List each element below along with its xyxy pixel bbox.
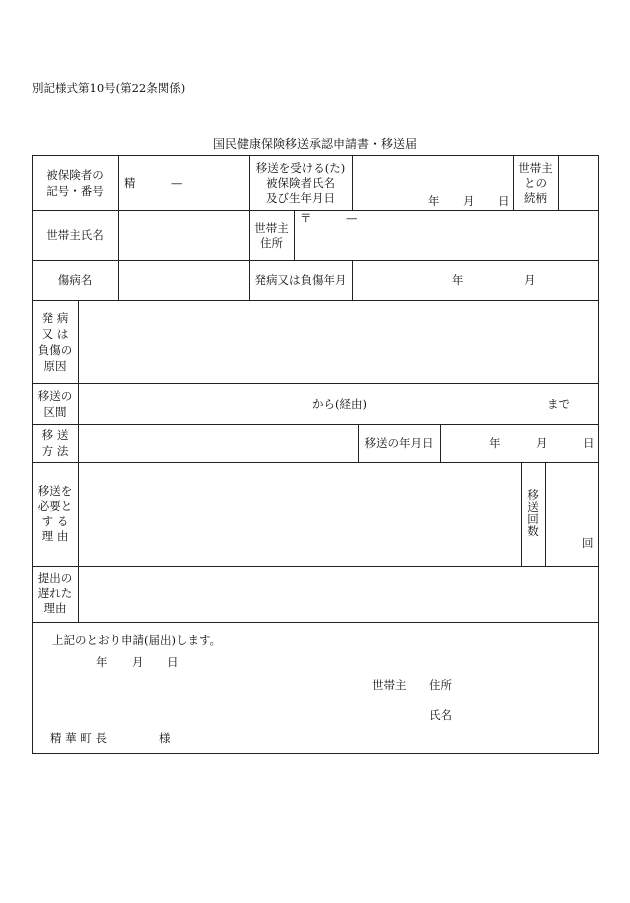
- count-label-char4: 数: [527, 524, 539, 538]
- col-divider: [545, 462, 546, 566]
- insured-label-line2: 記号・番号: [46, 184, 104, 198]
- person-label-line2: 被保険者氏名: [266, 176, 335, 190]
- postal-dash: —: [346, 211, 358, 225]
- row-divider: [32, 383, 599, 384]
- section-to-text: まで: [547, 397, 570, 411]
- col-divider: [294, 210, 295, 260]
- late-label-line3: 理由: [43, 601, 67, 615]
- cause-label-line2: 又 は: [41, 327, 69, 341]
- method-label-line1: 移 送: [41, 428, 69, 442]
- disease-name-label: 傷病名: [57, 273, 93, 287]
- addressee-text: 精 華 町 長: [50, 731, 107, 745]
- transfer-year-label: 年: [489, 436, 501, 450]
- transfer-month-label: 月: [536, 436, 548, 450]
- count-unit: 回: [582, 536, 594, 550]
- head-name-label: 世帯主氏名: [46, 228, 104, 242]
- transfer-date-label: 移送の年月日: [364, 436, 434, 450]
- col-divider: [352, 260, 353, 300]
- cause-label-line1: 発 病: [41, 311, 69, 325]
- postal-mark: 〒: [300, 211, 312, 225]
- head-of-household-label: 世帯主: [372, 678, 407, 692]
- head-address-label-line1: 世帯主: [254, 221, 289, 235]
- row-divider: [32, 424, 599, 425]
- col-divider: [78, 300, 79, 622]
- col-divider: [558, 155, 559, 210]
- insured-label-line1: 被保険者の: [46, 168, 104, 182]
- onset-label: 発病又は負傷年月: [254, 273, 347, 287]
- reason-label-line4: 理 由: [41, 529, 69, 543]
- count-label-char2: 送: [527, 500, 539, 514]
- onset-month-label: 月: [524, 273, 536, 287]
- person-label-line3: 及び生年月日: [266, 191, 335, 205]
- reason-label-line2: 必要と: [37, 499, 73, 513]
- onset-year-label: 年: [452, 273, 464, 287]
- section-from-text: から(経由): [312, 397, 367, 411]
- count-label-char3: 回: [527, 512, 539, 526]
- submit-month-label: 月: [132, 655, 144, 669]
- footer-name-label: 氏名: [429, 708, 452, 722]
- form-title: 国民健康保険移送承認申請書・移送届: [212, 137, 417, 151]
- late-label-line1: 提出の: [37, 571, 73, 585]
- relation-label-line3: 続柄: [524, 191, 547, 205]
- method-label-line2: 方 法: [41, 444, 69, 458]
- col-divider: [352, 155, 353, 210]
- section-label-line2: 区間: [43, 405, 67, 419]
- relation-label-line2: との: [524, 176, 547, 190]
- honorific-text: 様: [159, 731, 171, 745]
- reason-label-line3: す る: [41, 514, 69, 528]
- insured-number-dash: —: [171, 176, 183, 190]
- late-label-line2: 遅れた: [37, 586, 73, 600]
- section-label-line1: 移送の: [37, 389, 73, 403]
- birth-day-label: 日: [498, 194, 510, 208]
- cause-label-line4: 原因: [43, 359, 67, 373]
- submit-year-label: 年: [96, 655, 108, 669]
- transfer-day-label: 日: [583, 436, 595, 450]
- birth-month-label: 月: [463, 194, 475, 208]
- submit-day-label: 日: [167, 655, 179, 669]
- cause-label-line3: 負傷の: [37, 343, 73, 357]
- row-divider: [32, 622, 599, 623]
- insured-number-prefix: 精: [124, 176, 136, 190]
- birth-year-label: 年: [428, 194, 440, 208]
- footer-address-label: 住所: [429, 678, 452, 692]
- row-divider: [32, 462, 599, 463]
- statement-text: 上記のとおり申請(届出)します。: [52, 633, 222, 647]
- head-address-label-line2: 住所: [260, 236, 283, 250]
- col-divider: [440, 424, 441, 462]
- relation-label-line1: 世帯主: [518, 161, 553, 175]
- row-divider: [32, 566, 599, 567]
- count-label-char1: 移: [527, 488, 539, 502]
- row-divider: [32, 300, 599, 301]
- person-label-line1: 移送を受ける(た): [255, 161, 346, 175]
- form-reference: 別記様式第10号(第22条関係): [32, 81, 186, 95]
- reason-label-line1: 移送を: [37, 484, 73, 498]
- col-divider: [118, 155, 119, 300]
